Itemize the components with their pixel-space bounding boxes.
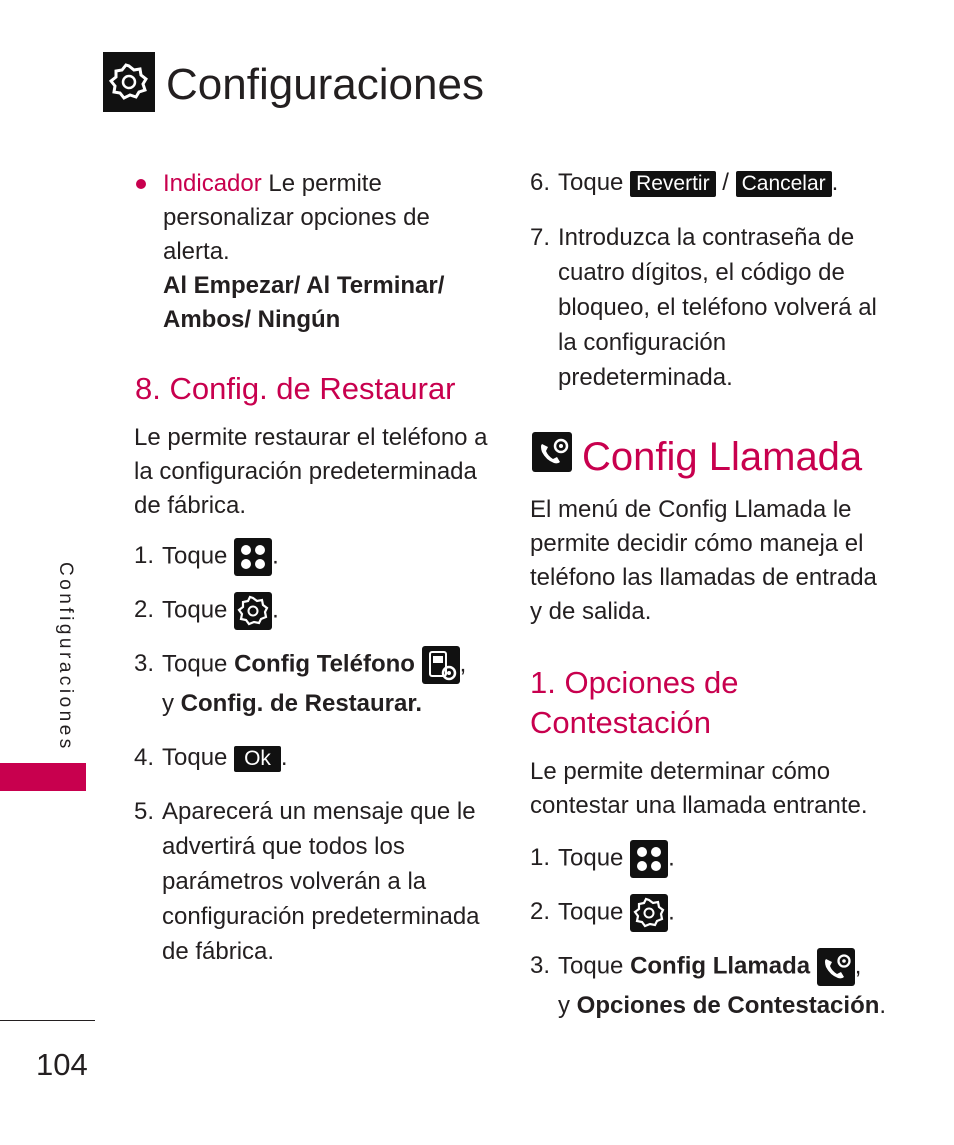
cancelar-button[interactable]: Cancelar xyxy=(736,171,832,197)
step-end: . xyxy=(272,596,279,624)
restaurar-step-4 xyxy=(134,740,288,775)
intro-line: de fábrica. xyxy=(134,492,247,519)
restaurar-step-3 xyxy=(134,646,494,721)
step-text: cuatro dígitos, el código de xyxy=(558,259,845,286)
intro-line: Le permite determinar cómo xyxy=(530,758,831,785)
step-end: . xyxy=(272,542,279,570)
footer-divider xyxy=(0,1020,95,1021)
menu-grid-icon xyxy=(630,840,668,878)
step-number: 5. xyxy=(134,798,155,825)
side-tab-label: Configuraciones xyxy=(55,562,76,752)
call-section-heading: Config Llamada xyxy=(582,435,863,479)
step-end: . xyxy=(831,169,839,196)
side-tab-accent xyxy=(0,763,86,791)
phone-settings-icon xyxy=(422,646,460,684)
ok-button[interactable]: Ok xyxy=(234,746,281,772)
call-section-intro xyxy=(530,493,890,629)
step-end: . xyxy=(879,992,887,1019)
intro-line: Le permite restaurar el teléfono a xyxy=(134,424,488,451)
settings-gear-icon xyxy=(630,894,668,932)
step-text: Toque xyxy=(558,844,624,872)
step-end: . xyxy=(668,898,675,926)
restaurar-step-7 xyxy=(530,220,890,395)
step-text: configuración predeterminada xyxy=(162,903,480,930)
step-text: Toque xyxy=(162,542,228,570)
step-end: , xyxy=(459,650,467,678)
restaurar-step-1 xyxy=(134,538,279,576)
step-separator: / xyxy=(722,169,729,196)
intro-line: y de salida. xyxy=(530,598,652,625)
step-text: de fábrica. xyxy=(162,938,275,965)
bullet-text: Le permite xyxy=(268,170,382,197)
header-settings-icon xyxy=(103,52,155,112)
bullet-options: Ambos/ Ningún xyxy=(163,306,341,333)
step-text: Toque xyxy=(558,952,624,980)
bullet-indicador xyxy=(163,167,483,337)
intro-line: El menú de Config Llamada le xyxy=(530,496,852,523)
step-and: y xyxy=(558,992,570,1019)
restaurar-step-5 xyxy=(134,794,494,969)
section-heading-restaurar: 8. Config. de Restaurar xyxy=(135,371,456,406)
page-number: 104 xyxy=(36,1047,88,1082)
step-number: 1. xyxy=(134,542,155,570)
call-settings-icon xyxy=(532,432,572,472)
step-number: 4. xyxy=(134,744,155,771)
settings-gear-icon xyxy=(234,592,272,630)
page-title: Configuraciones xyxy=(166,60,484,109)
step-text: predeterminada. xyxy=(558,364,733,391)
step-text: Toque xyxy=(162,596,228,624)
heading-line: Contestación xyxy=(530,705,711,740)
contestacion-step-2 xyxy=(530,894,675,932)
step-text: Aparecerá un mensaje que le xyxy=(162,798,476,825)
step-text: parámetros volverán a la xyxy=(162,868,427,895)
step-number: 3. xyxy=(134,650,155,678)
bullet-text: personalizar opciones de xyxy=(163,204,430,231)
step-text: bloqueo, el teléfono volverá al xyxy=(558,294,877,321)
step-text: Toque xyxy=(558,169,624,196)
contestacion-step-1 xyxy=(530,840,675,878)
step-end: , xyxy=(854,952,862,980)
intro-line: permite decidir cómo maneja el xyxy=(530,530,864,557)
step-menu-name: Config Llamada xyxy=(630,952,811,980)
step-text: la configuración xyxy=(558,329,727,356)
subsection-intro xyxy=(530,755,890,823)
step-number: 3. xyxy=(530,952,551,980)
step-number: 2. xyxy=(134,596,155,624)
restaurar-step-6 xyxy=(530,165,838,200)
step-text: advertirá que todos los xyxy=(162,833,405,860)
intro-line: teléfono las llamadas de entrada xyxy=(530,564,877,591)
step-text: Toque xyxy=(162,650,228,678)
subsection-heading-contestacion xyxy=(530,663,739,743)
restaurar-step-2 xyxy=(134,592,279,630)
step-number: 7. xyxy=(530,224,551,251)
step-number: 1. xyxy=(530,844,551,872)
step-menu-name: Config. de Restaurar. xyxy=(180,690,423,717)
bullet-text: alerta. xyxy=(163,238,230,265)
heading-line: 1. Opciones de xyxy=(530,665,739,700)
bullet-dot xyxy=(136,179,146,189)
step-end: . xyxy=(280,744,288,771)
bullet-term: Indicador xyxy=(163,170,262,197)
step-menu-name: Config Teléfono xyxy=(234,650,415,678)
step-text: Toque xyxy=(162,744,228,771)
contestacion-step-3 xyxy=(530,948,890,1023)
step-text: Toque xyxy=(558,898,624,926)
bullet-options: Al Empezar/ Al Terminar/ xyxy=(163,272,445,299)
revertir-button[interactable]: Revertir xyxy=(630,171,716,197)
step-number: 2. xyxy=(530,898,551,926)
menu-grid-icon xyxy=(234,538,272,576)
intro-line: la configuración predeterminada xyxy=(134,458,477,485)
step-and: y xyxy=(162,690,174,717)
step-end: . xyxy=(668,844,675,872)
step-number: 6. xyxy=(530,169,551,196)
step-text: Introduzca la contraseña de xyxy=(558,224,855,251)
call-settings-icon xyxy=(817,948,855,986)
step-menu-name: Opciones de Contestación xyxy=(576,992,880,1019)
restaurar-intro xyxy=(134,421,494,523)
intro-line: contestar una llamada entrante. xyxy=(530,792,868,819)
